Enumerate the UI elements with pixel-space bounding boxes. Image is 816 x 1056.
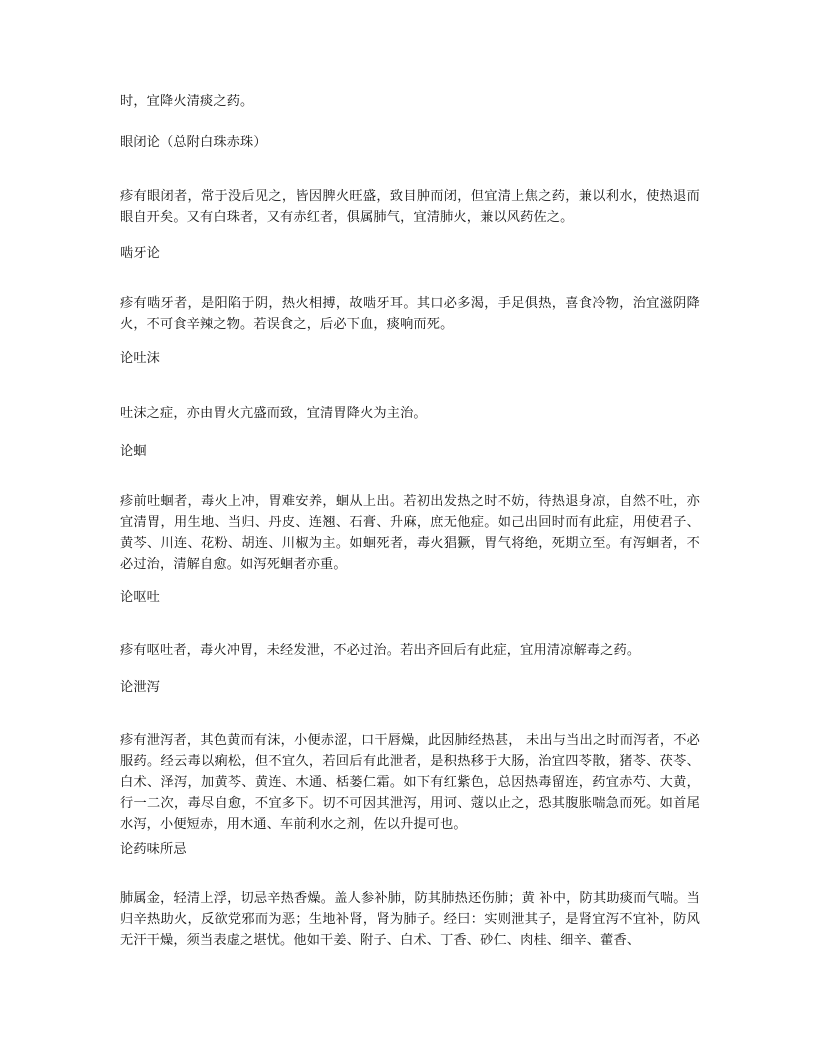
heading-teeth-grinding: 啮牙论 — [120, 246, 161, 261]
paragraph-vomiting: 疹有呕吐者，毒火冲胃，未经发泄，不必过治。若出齐回后有此症，宜用清凉解毒之药。 — [120, 643, 641, 658]
heading-eye-closed: 眼闭论（总附白珠赤珠） — [120, 135, 267, 150]
paragraph-medicine-taboos: 肺属金，轻清上浮，切忌辛热香燥。盖人参补肺，防其肺热还伤肺；黄 补中，防其助痰而气喘。当归辛热助火，反欲党邪而为恶；生地补肾，肾为肺子。经曰：实则泄其子，是肾宜泻不宜补，防风无汗干燥，须当表虚之堪忧。他如干姜、附子、白术、丁香、砂仁、肉桂、细辛、藿香、 — [120, 891, 700, 948]
paragraph-roundworm: 疹前吐蛔者，毒火上冲，胃难安养，蛔从上出。若初出发热之时不妨，待热退身凉，自然不吐，亦宜清胃，用生地、当归、丹皮、连翘、石膏、升麻，庶无他症。如己出回时而有此症，用使君子、黄芩、川连、花粉、胡连、川椒为主。如蛔死者，毒火猖獗，胃气将绝，死期立至。有泻蛔者，不必过治，清解自愈。如泻死蛔者亦重。 — [120, 494, 700, 572]
heading-medicine-taboos: 论药味所忌 — [120, 842, 187, 857]
paragraph-foaming: 吐沫之症，亦由胃火亢盛而致，宜清胃降火为主治。 — [120, 406, 427, 421]
paragraph-diarrhea: 疹有泄泻者，其色黄而有沫，小便赤涩，口干唇燥，此因肺经热甚， 未出与当出之时而泻者，不必服药。经云毒以痢松，但不宜久，若回后有此泄者，是积热移于大肠，治宜四苓散，猪苓、茯苓、白术、泽泻，加黄芩、黄连、木通、栝蒌仁霜。如下有红紫色，总因热毒留连，药宜赤芍、大黄，行一二次，毒尽自愈，不宜多下。切不可因其泄泻，用诃、蔻以止之，恐其腹胀喘急而死。如首尾水泻，小便短赤，用木通、车前利水之剂，佐以升提可也。 — [120, 733, 700, 832]
paragraph-eye-closed: 疹有眼闭者，常于没后见之，皆因脾火旺盛，致目肿而闭，但宜清上焦之药，兼以利水，使热退而眼自开矣。又有白珠者，又有赤红者，俱属肺气，宜清肺火，兼以风药佐之。 — [120, 189, 700, 225]
heading-diarrhea: 论泄泻 — [120, 680, 161, 695]
heading-roundworm: 论蛔 — [120, 444, 147, 459]
paragraph-teeth-grinding: 疹有啮牙者，是阳陷于阴，热火相搏，故啮牙耳。其口必多渴，手足俱热，喜食冷物，治宜滋阴降火，不可食辛辣之物。若误食之，后必下血，痰响而死。 — [120, 296, 700, 332]
heading-foaming: 论吐沫 — [120, 351, 161, 366]
heading-vomiting: 论呕吐 — [120, 590, 161, 605]
paragraph-continuation: 时，宜降火清痰之药。 — [120, 94, 254, 109]
